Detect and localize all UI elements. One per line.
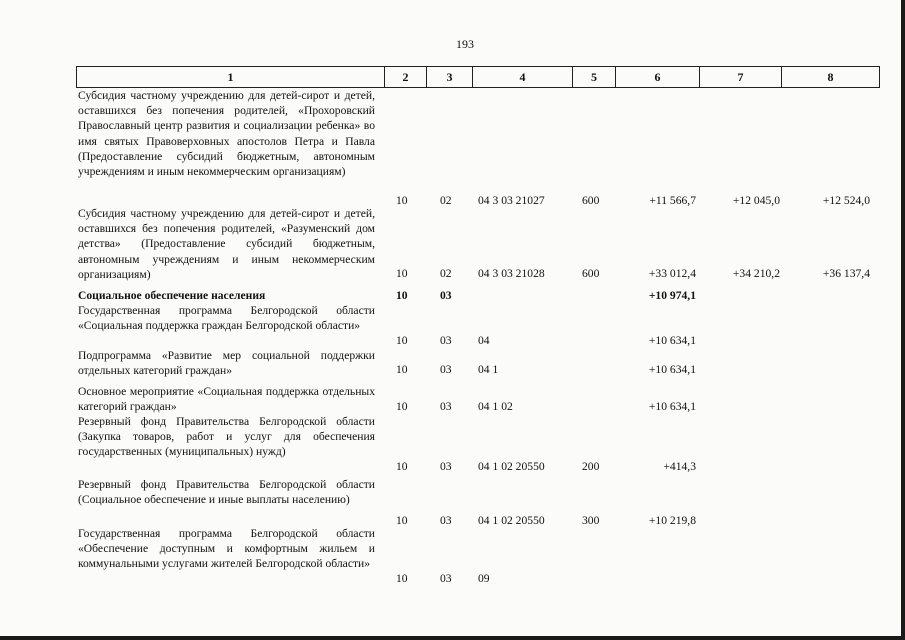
cell-subsection: 02	[440, 267, 452, 280]
cell-target-article: 04 1 02	[478, 400, 513, 413]
scan-border-bottom	[0, 636, 905, 640]
cell-target-article: 04 3 03 21027	[478, 194, 545, 207]
cell-target-article: 09	[478, 572, 490, 585]
row-description: Резервный фонд Правительства Белгородской области (Закупка товаров, работ и услуг для обеспечения государственных (муниципальных) нужд)	[78, 415, 375, 459]
cell-section: 10	[396, 194, 408, 207]
cell-subsection: 03	[440, 334, 452, 347]
cell-section: 10	[396, 267, 408, 280]
column-header-1: 1	[77, 67, 385, 88]
cell-subsection: 02	[440, 194, 452, 207]
cell-amount-7: +34 210,2	[732, 267, 780, 280]
column-header-8: 8	[782, 67, 880, 88]
cell-expense-type: 200	[582, 460, 600, 473]
column-header-4: 4	[473, 67, 573, 88]
column-header-7: 7	[700, 67, 782, 88]
column-header-row	[76, 66, 880, 88]
row-description: Основное мероприятие «Социальная поддержка отдельных категорий граждан»	[78, 385, 375, 414]
cell-amount-6: +10 634,1	[648, 334, 696, 347]
cell-amount-6: +414,3	[663, 460, 696, 473]
cell-amount-6: +11 566,7	[649, 194, 696, 207]
row-description: Государственная программа Белгородской области «Обеспечение доступным и комфортным жильем и коммунальными услугами жителей Белгородской области»	[78, 527, 375, 571]
cell-section: 10	[396, 334, 408, 347]
column-header-2: 2	[385, 67, 427, 88]
row-description: Социальное обеспечение населения	[78, 289, 266, 302]
cell-section: 10	[396, 400, 408, 413]
cell-target-article: 04	[478, 334, 490, 347]
cell-expense-type: 600	[582, 194, 600, 207]
cell-section: 10	[396, 514, 408, 527]
cell-amount-8: +36 137,4	[822, 267, 870, 280]
cell-amount-6: +10 634,1	[648, 363, 696, 376]
column-header-6: 6	[616, 67, 700, 88]
row-description: Резервный фонд Правительства Белгородской области (Социальное обеспечение и иные выплаты населению)	[78, 478, 375, 507]
row-description: Субсидия частному учреждению для детей-сирот и детей, оставшихся без попечения родителей, «Прохоровский Православный центр развития и социализации ребенка» во имя святых Правоверховных апостолов Петра и Павла (Предоставление субсидий бюджетным, автономным учреждениям и иным некоммерческим организациям)	[78, 89, 375, 179]
cell-target-article: 04 1 02 20550	[478, 514, 545, 527]
cell-target-article: 04 1 02 20550	[478, 460, 545, 473]
row-description: Государственная программа Белгородской области «Социальная поддержка граждан Белгородской области»	[78, 304, 375, 333]
cell-amount-6: +10 974,1	[648, 289, 696, 302]
scan-border-right	[901, 0, 905, 640]
cell-section: 10	[396, 363, 408, 376]
cell-subsection: 03	[440, 363, 452, 376]
cell-section: 10	[396, 460, 408, 473]
cell-section: 10	[396, 572, 408, 585]
cell-expense-type: 600	[582, 267, 600, 280]
page-number: 193	[456, 37, 474, 51]
column-header-5: 5	[573, 67, 616, 88]
cell-subsection: 03	[440, 460, 452, 473]
cell-section: 10	[396, 289, 408, 302]
cell-subsection: 03	[440, 572, 452, 585]
row-description: Субсидия частному учреждению для детей-сирот и детей, оставшихся без попечения родителей, «Разуменский дом детства» (Предоставление субсидий бюджетным, автономным учреждениям и иным некоммерческим организациям)	[78, 207, 375, 281]
cell-amount-6: +33 012,4	[648, 267, 696, 280]
cell-amount-6: +10 634,1	[648, 400, 696, 413]
cell-amount-7: +12 045,0	[732, 194, 780, 207]
cell-subsection: 03	[440, 289, 452, 302]
cell-amount-6: +10 219,8	[648, 514, 696, 527]
column-header-3: 3	[427, 67, 473, 88]
cell-subsection: 03	[440, 514, 452, 527]
cell-amount-8: +12 524,0	[822, 194, 870, 207]
cell-expense-type: 300	[582, 514, 600, 527]
cell-target-article: 04 3 03 21028	[478, 267, 545, 280]
cell-subsection: 03	[440, 400, 452, 413]
cell-target-article: 04 1	[478, 363, 499, 376]
row-description: Подпрограмма «Развитие мер социальной поддержки отдельных категорий граждан»	[78, 349, 375, 378]
